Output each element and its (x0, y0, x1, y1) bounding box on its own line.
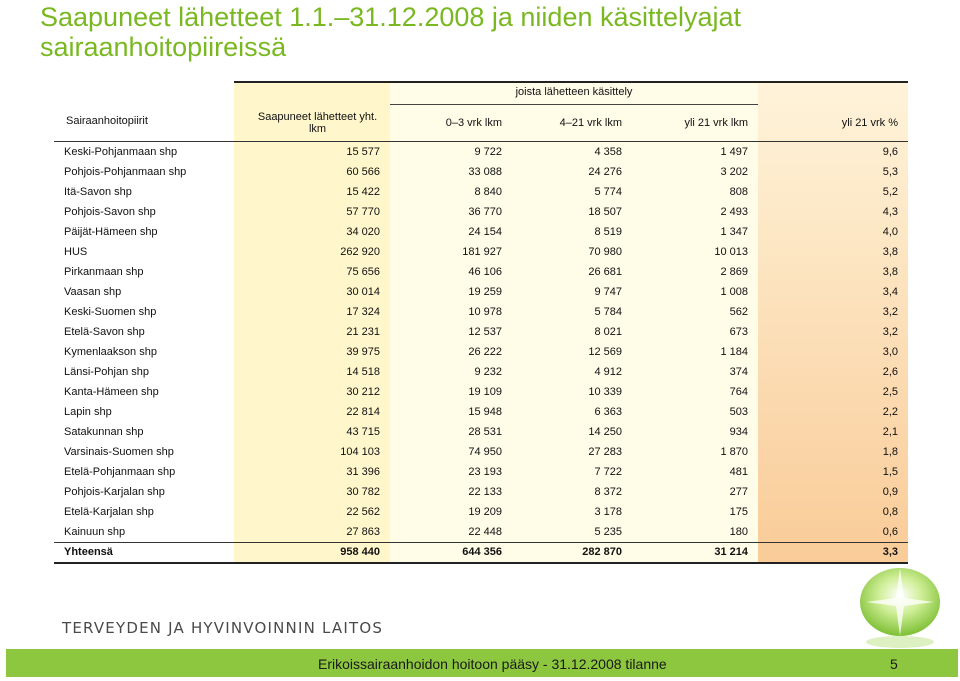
cell-over-21-days: 2 493 (720, 206, 748, 218)
page-number: 5 (890, 656, 898, 672)
cell-0-3-days: 19 259 (468, 286, 502, 298)
cell-over-21-percent: 3,0 (882, 346, 898, 358)
cell-4-21-days: 70 980 (588, 246, 622, 258)
cell-district: Etelä-Pohjanmaan shp (64, 466, 176, 478)
cell-over-21-percent: 2,2 (882, 406, 898, 418)
column-header-over-21-percent: yli 21 vrk % (841, 117, 898, 129)
slide-title: Saapuneet lähetteet 1.1.–31.12.2008 ja niiden käsittelyajat sairaanhoitopiireissä (40, 2, 742, 62)
cell-over-21-percent: 4,0 (882, 226, 898, 238)
cell-0-3-days: 24 154 (468, 226, 502, 238)
cell-district: Kanta-Hämeen shp (64, 386, 159, 398)
cell-0-3-days: 28 531 (468, 426, 502, 438)
cell-4-21-days: 10 339 (588, 386, 622, 398)
cell-0-3-days: 23 193 (468, 466, 502, 478)
table-row (54, 402, 908, 422)
table-row (54, 282, 908, 302)
cell-total: 34 020 (346, 226, 380, 238)
table-row (54, 442, 908, 462)
table-row (54, 342, 908, 362)
cell-over-21-days: 374 (729, 366, 748, 378)
table-row (54, 522, 908, 542)
cell-4-21-days: 8 021 (594, 326, 622, 338)
cell-0-3-days: 46 106 (468, 266, 502, 278)
cell-4-21-days: 8 372 (594, 486, 622, 498)
cell-over-21-days: 1 008 (720, 286, 748, 298)
cell-4-21-days: 14 250 (588, 426, 622, 438)
total-cell-4-21-days: 282 870 (582, 546, 622, 558)
cell-over-21-percent: 3,2 (882, 306, 898, 318)
total-cell-over-21-days: 31 214 (714, 546, 748, 558)
leaf-decoration-icon (840, 554, 956, 650)
cell-district: Pohjois-Savon shp (64, 206, 156, 218)
total-cell-district: Yhteensä (64, 546, 113, 558)
cell-0-3-days: 36 770 (468, 206, 502, 218)
cell-over-21-days: 673 (729, 326, 748, 338)
cell-4-21-days: 3 178 (594, 506, 622, 518)
cell-4-21-days: 5 774 (594, 186, 622, 198)
cell-4-21-days: 5 784 (594, 306, 622, 318)
cell-4-21-days: 27 283 (588, 446, 622, 458)
cell-district: Keski-Suomen shp (64, 306, 157, 318)
cell-0-3-days: 26 222 (468, 346, 502, 358)
cell-over-21-percent: 3,8 (882, 266, 898, 278)
cell-total: 75 656 (346, 266, 380, 278)
cell-over-21-percent: 5,2 (882, 186, 898, 198)
total-cell-total: 958 440 (340, 546, 380, 558)
table-row (54, 222, 908, 242)
cell-0-3-days: 9 722 (474, 146, 502, 158)
cell-total: 262 920 (340, 246, 380, 258)
cell-district: Länsi-Pohjan shp (64, 366, 150, 378)
cell-total: 21 231 (346, 326, 380, 338)
cell-total: 57 770 (346, 206, 380, 218)
total-row (54, 542, 908, 564)
cell-over-21-days: 1 497 (720, 146, 748, 158)
table-row (54, 322, 908, 342)
cell-4-21-days: 4 358 (594, 146, 622, 158)
cell-over-21-days: 1 184 (720, 346, 748, 358)
table-row (54, 202, 908, 222)
cell-4-21-days: 4 912 (594, 366, 622, 378)
cell-over-21-days: 180 (729, 526, 748, 538)
cell-4-21-days: 7 722 (594, 466, 622, 478)
cell-total: 15 422 (346, 186, 380, 198)
cell-total: 30 212 (346, 386, 380, 398)
total-cell-over-21-percent: 3,3 (882, 546, 898, 558)
cell-4-21-days: 9 747 (594, 286, 622, 298)
cell-4-21-days: 24 276 (588, 166, 622, 178)
cell-over-21-percent: 4,3 (882, 206, 898, 218)
cell-0-3-days: 15 948 (468, 406, 502, 418)
cell-district: Keski-Pohjanmaan shp (64, 146, 178, 158)
table-row (54, 262, 908, 282)
table-row (54, 302, 908, 322)
cell-total: 30 782 (346, 486, 380, 498)
referrals-table-body (54, 142, 908, 564)
cell-over-21-days: 175 (729, 506, 748, 518)
cell-total: 43 715 (346, 426, 380, 438)
cell-over-21-percent: 3,2 (882, 326, 898, 338)
cell-district: HUS (64, 246, 88, 258)
cell-over-21-percent: 0,9 (882, 486, 898, 498)
cell-over-21-percent: 1,5 (882, 466, 898, 478)
cell-over-21-percent: 1,8 (882, 446, 898, 458)
group-header-rule (390, 104, 758, 105)
cell-district: Kymenlaakson shp (64, 346, 157, 358)
cell-over-21-days: 2 869 (720, 266, 748, 278)
cell-district: Kainuun shp (64, 526, 126, 538)
cell-4-21-days: 12 569 (588, 346, 622, 358)
cell-district: Etelä-Savon shp (64, 326, 145, 338)
cell-over-21-days: 3 202 (720, 166, 748, 178)
cell-district: Pirkanmaan shp (64, 266, 144, 278)
cell-over-21-days: 562 (729, 306, 748, 318)
cell-4-21-days: 26 681 (588, 266, 622, 278)
table-row (54, 502, 908, 522)
cell-district: Pohjois-Karjalan shp (64, 486, 165, 498)
cell-0-3-days: 19 109 (468, 386, 502, 398)
cell-0-3-days: 22 448 (468, 526, 502, 538)
cell-district: Pohjois-Pohjanmaan shp (64, 166, 187, 178)
cell-over-21-percent: 3,4 (882, 286, 898, 298)
cell-district: Vaasan shp (64, 286, 122, 298)
table-row (54, 242, 908, 262)
cell-0-3-days: 181 927 (462, 246, 502, 258)
cell-district: Etelä-Karjalan shp (64, 506, 154, 518)
cell-0-3-days: 8 840 (474, 186, 502, 198)
cell-district: Varsinais-Suomen shp (64, 446, 174, 458)
cell-0-3-days: 33 088 (468, 166, 502, 178)
cell-4-21-days: 6 363 (594, 406, 622, 418)
column-header-4-21-days: 4–21 vrk lkm (559, 117, 622, 129)
cell-0-3-days: 9 232 (474, 366, 502, 378)
cell-total: 60 566 (346, 166, 380, 178)
table-row (54, 382, 908, 402)
footer-text: Erikoissairaanhoidon hoitoon pääsy - 31.12.2008 tilanne (318, 656, 667, 672)
cell-district: Päijät-Hämeen shp (64, 226, 158, 238)
table-row (54, 182, 908, 202)
cell-district: Lapin shp (64, 406, 112, 418)
cell-total: 104 103 (340, 446, 380, 458)
cell-0-3-days: 74 950 (468, 446, 502, 458)
cell-over-21-percent: 9,6 (882, 146, 898, 158)
cell-over-21-days: 764 (729, 386, 748, 398)
institute-logo-text: TERVEYDEN JA HYVINVOINNIN LAITOS (62, 619, 384, 637)
cell-0-3-days: 12 537 (468, 326, 502, 338)
cell-over-21-percent: 5,3 (882, 166, 898, 178)
table-row (54, 422, 908, 442)
cell-over-21-percent: 2,6 (882, 366, 898, 378)
cell-total: 39 975 (346, 346, 380, 358)
cell-over-21-days: 808 (729, 186, 748, 198)
cell-over-21-days: 10 013 (714, 246, 748, 258)
cell-over-21-percent: 2,5 (882, 386, 898, 398)
cell-total: 22 562 (346, 506, 380, 518)
cell-0-3-days: 22 133 (468, 486, 502, 498)
cell-district: Itä-Savon shp (64, 186, 132, 198)
table-top-rule (234, 81, 908, 83)
cell-total: 27 863 (346, 526, 380, 538)
cell-0-3-days: 19 209 (468, 506, 502, 518)
cell-over-21-percent: 0,6 (882, 526, 898, 538)
table-row (54, 142, 908, 162)
cell-over-21-days: 934 (729, 426, 748, 438)
cell-over-21-percent: 0,8 (882, 506, 898, 518)
table-row (54, 362, 908, 382)
cell-total: 17 324 (346, 306, 380, 318)
cell-total: 31 396 (346, 466, 380, 478)
table-row (54, 162, 908, 182)
column-header-0-3-days: 0–3 vrk lkm (445, 117, 502, 129)
column-header-district: Sairaanhoitopiirit (66, 115, 148, 127)
cell-over-21-percent: 3,8 (882, 246, 898, 258)
cell-total: 14 518 (346, 366, 380, 378)
column-header-total: Saapuneet lähetteet yht. lkm (257, 111, 378, 135)
cell-total: 30 014 (346, 286, 380, 298)
cell-district: Satakunnan shp (64, 426, 144, 438)
group-header: joista lähetteen käsittely (515, 86, 633, 98)
total-cell-0-3-days: 644 356 (462, 546, 502, 558)
cell-over-21-days: 503 (729, 406, 748, 418)
cell-over-21-days: 481 (729, 466, 748, 478)
cell-total: 22 814 (346, 406, 380, 418)
column-header-over-21-days: yli 21 vrk lkm (684, 117, 748, 129)
table-row (54, 462, 908, 482)
cell-over-21-days: 1 870 (720, 446, 748, 458)
cell-over-21-days: 277 (729, 486, 748, 498)
cell-0-3-days: 10 978 (468, 306, 502, 318)
cell-4-21-days: 18 507 (588, 206, 622, 218)
cell-total: 15 577 (346, 146, 380, 158)
cell-4-21-days: 5 235 (594, 526, 622, 538)
cell-over-21-percent: 2,1 (882, 426, 898, 438)
cell-over-21-days: 1 347 (720, 226, 748, 238)
cell-4-21-days: 8 519 (594, 226, 622, 238)
table-row (54, 482, 908, 502)
